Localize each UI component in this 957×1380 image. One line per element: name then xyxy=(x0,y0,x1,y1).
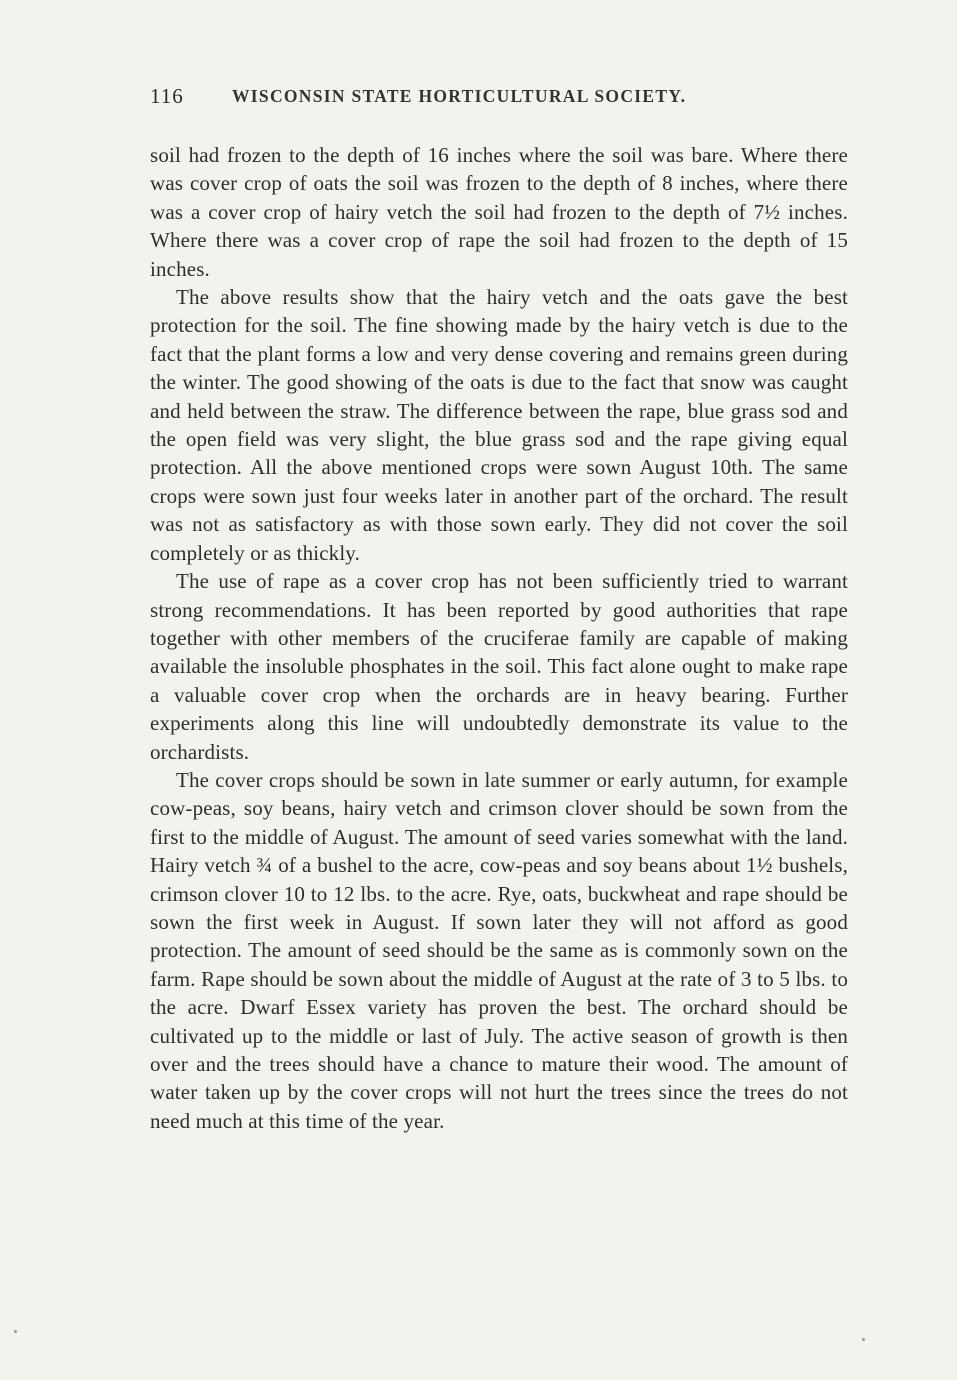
body-text xyxy=(150,141,848,1135)
scan-speck xyxy=(14,1330,17,1333)
paragraph-cover-crop-results: The above results show that the hairy vetch and the oats gave the best protection for the soil. The fine showing made by the hairy vetch is due to the fact that the plant forms a low and very dense covering and remains green during the winter. The good showing of the oats is due to the fact that snow was caught and held between the straw. The difference between the rape, blue grass sod and the open field was very slight, the blue grass sod and the rape giving equal protection. All the above mentioned crops were sown August 10th. The same crops were sown just four weeks later in another part of the orchard. The result was not as satisfactory as with those sown early. They did not cover the soil completely or as thickly. xyxy=(150,285,848,565)
scan-speck xyxy=(862,1338,865,1341)
running-head xyxy=(150,84,850,114)
running-title: WISCONSIN STATE HORTICULTURAL SOCIETY. xyxy=(232,86,687,106)
paragraph-rape-cover-crop: The use of rape as a cover crop has not been sufficiently tried to warrant strong recommendations. It has been reported by good authorities that rape together with other members of the cruciferae family are capable of making available the insoluble phosphates in the soil. This fact alone ought to make rape a valuable cover crop when the orchards are in heavy bearing. Further experiments along this line will undoubtedly demonstrate its value to the orchardists. xyxy=(150,569,848,764)
paragraph-sowing-schedule: The cover crops should be sown in late summer or early autumn, for example cow-peas, soy beans, hairy vetch and crimson clover should be sown from the first to the middle of August. The amount of seed varies somewhat with the land. Hairy vetch ¾ of a bushel to the acre, cow-peas and soy beans about 1½ bushels, crimson clover 10 to 12 lbs. to the acre. Rye, oats, buckwheat and rape should be sown the first week in August. If sown later they will not afford as good protection. The amount of seed should be the same as is commonly sown on the farm. Rape should be sown about the middle of August at the rate of 3 to 5 lbs. to the acre. Dwarf Essex variety has proven the best. The orchard should be cultivated up to the middle or last of July. The active season of growth is then over and the trees should have a chance to mature their wood. The amount of water taken up by the cover crops will not hurt the trees since the trees do not need much at this time of the year. xyxy=(150,767,848,1133)
page-number: 116 xyxy=(150,84,184,108)
paragraph-continued: soil had frozen to the depth of 16 inches where the soil was bare. Where there was cover crop of oats the soil was frozen to the depth of 8 inches, where there was a cover crop of hairy vetch the soil had frozen to the depth of 7½ inches. Where there was a cover crop of rape the soil had frozen to the depth of 15 inches. xyxy=(150,143,848,281)
